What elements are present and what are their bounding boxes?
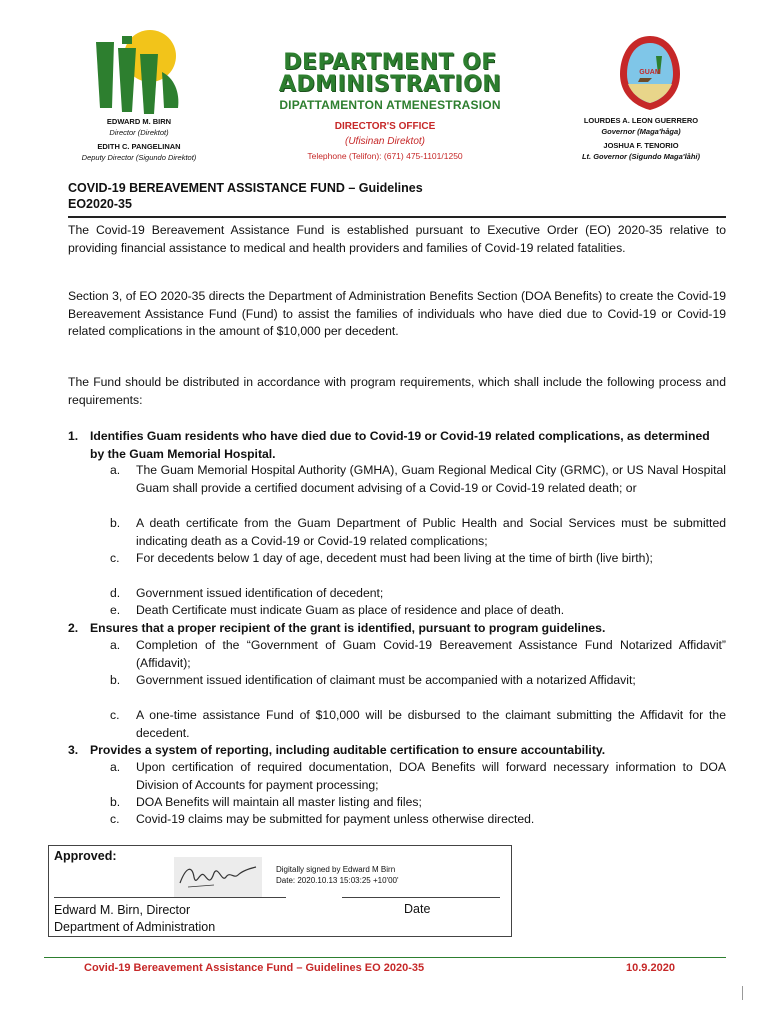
signature-line [54,897,286,898]
sub-text: DOA Benefits will maintain all master listing and files; [136,795,422,809]
page-edge-mark [742,986,743,1000]
director-title: Director (Direktot) [109,128,169,137]
sub-letter: e. [110,603,121,617]
title-divider [68,216,726,218]
requirement-1e [110,602,726,620]
requirement-2b [110,672,726,690]
sub-text: Completion of the “Government of Guam Covid-19 Bereavement Assistance Fund Notarized Affidavit” (Affidavit); [136,638,726,670]
department-chamorro-title: DIPATTAMENTON ATMENESTRASION [279,98,501,112]
footer-divider [44,957,726,958]
seal-text: GUAM [639,69,661,76]
sub-letter: d. [110,586,121,600]
date-label: Date [404,902,431,916]
item-number: 1. [68,429,79,443]
sub-text: Death Certificate must indicate Guam as place of residence and place of death. [136,603,565,617]
signer-organization: Department of Administration [54,920,216,934]
sub-letter: a. [110,760,121,774]
deputy-director-title: Deputy Director (Sigundo Direktot) [81,153,197,162]
digital-signature-line1: Digitally signed by Edward M Birn [276,865,396,874]
sub-text: Government issued identification of decedent; [136,586,384,600]
sub-text: For decedents below 1 day of age, decedent must had been living at the time of birth (live birth); [136,551,653,565]
requirement-1a [110,462,726,497]
sub-text: Government issued identification of claimant must be accompanied with a notarized Affidavit; [136,673,636,687]
requirement-item-2 [68,620,726,638]
department-title-line2: ADMINISTRATION [278,72,502,97]
doa-logo [92,28,184,116]
digital-signature-line2: Date: 2020.10.13 15:03:25 +10'00' [276,876,399,885]
item-number: 2. [68,621,79,635]
governor-name: LOURDES A. LEON GUERRERO [583,116,699,125]
lt-governor-title: Lt. Governor (Sigundo Maga'låhi) [581,152,701,161]
office-name: DIRECTOR'S OFFICE [334,121,436,132]
handwritten-signature [174,857,262,897]
sub-text: Upon certification of required documentation, DOA Benefits will forward necessary information to DOA Division of Accounts for payment processing; [136,760,726,792]
requirement-3a [110,759,726,794]
department-title [230,52,550,96]
document-title [68,180,423,212]
sub-letter: a. [110,463,121,477]
distribution-paragraph: The Fund should be distributed in accordance with program requirements, which shall include the following process and requirements: [68,375,726,407]
requirement-2c [110,707,726,742]
intro-paragraph: The Covid-19 Bereavement Assistance Fund is established pursuant to Executive Order (EO) 2020-35 relative to providing financial assistance to medical and health providers and families of Covid-19 related fatalities. [68,223,726,255]
sub-letter: c. [110,812,120,826]
governor-title: Governor (Maga'håga) [601,127,681,136]
footer-document-title: Covid-19 Bereavement Assistance Fund – Guidelines EO 2020-35 [84,962,425,974]
sub-letter: a. [110,638,121,652]
deputy-director-name: EDITH C. PANGELINAN [97,142,181,151]
sub-text: Covid-19 claims may be submitted for payment unless otherwise directed. [136,812,535,826]
requirement-1d [110,585,726,603]
item-number: 3. [68,743,79,757]
section3-paragraph: Section 3, of EO 2020-35 directs the Department of Administration Benefits Section (DOA Benefits) to create the Covid-19 Bereavement Assistance Fund (Fund) to assist the families of individuals who have died due to Covid-19 or Covid-19 related complications in the amount of $10,000 per decedent. [68,289,726,338]
requirement-1b [110,515,726,550]
sub-letter: c. [110,708,120,722]
requirement-1c [110,550,726,568]
footer-date: 10.9.2020 [626,962,675,974]
item-text: Identifies Guam residents who have died due to Covid-19 or Covid-19 related complications, as determined by the Guam Memorial Hospital. [90,429,710,461]
sub-letter: c. [110,551,120,565]
sub-text: A death certificate from the Guam Department of Public Health and Social Services must be submitted indicating death as a Covid-19 or Covid-19 related complications; [136,516,726,548]
requirement-2a [110,637,726,672]
office-telephone: Telephone (Telifon): (671) 475-1101/1250 [307,151,463,161]
item-text: Ensures that a proper recipient of the grant is identified, pursuant to program guidelines. [90,621,606,635]
document-title-line1: COVID-19 BEREAVEMENT ASSISTANCE FUND – Guidelines [68,181,423,195]
director-name: EDWARD M. BIRN [106,117,172,126]
office-name-local: (Ufisinan Direktot) [344,136,426,147]
sub-letter: b. [110,673,121,687]
sub-text: The Guam Memorial Hospital Authority (GMHA), Guam Regional Medical City (GRMC), or US Naval Hospital Guam shall provide a certified document advising of a Covid-19 or Covid-19 related death; or [136,463,726,495]
signer-name: Edward M. Birn, Director [54,903,191,917]
item-text: Provides a system of reporting, including auditable certification to ensure accountability. [90,743,606,757]
requirement-item-1 [68,428,726,463]
approved-label: Approved: [54,849,117,863]
signer-block [54,902,215,936]
digital-signature-info [276,864,399,886]
document-title-line2: EO2020-35 [68,197,132,211]
guam-seal [618,34,682,112]
lt-governor-name: JOSHUA F. TENORIO [603,141,679,150]
requirement-3c [110,811,726,829]
requirement-3b [110,794,726,812]
date-line [342,897,500,898]
requirement-item-3 [68,742,726,760]
department-title-line1: DEPARTMENT OF [283,50,497,75]
sub-letter: b. [110,795,121,809]
sub-letter: b. [110,516,121,530]
sub-text: A one-time assistance Fund of $10,000 will be disbursed to the claimant submitting the Affidavit for the decedent. [136,708,726,740]
